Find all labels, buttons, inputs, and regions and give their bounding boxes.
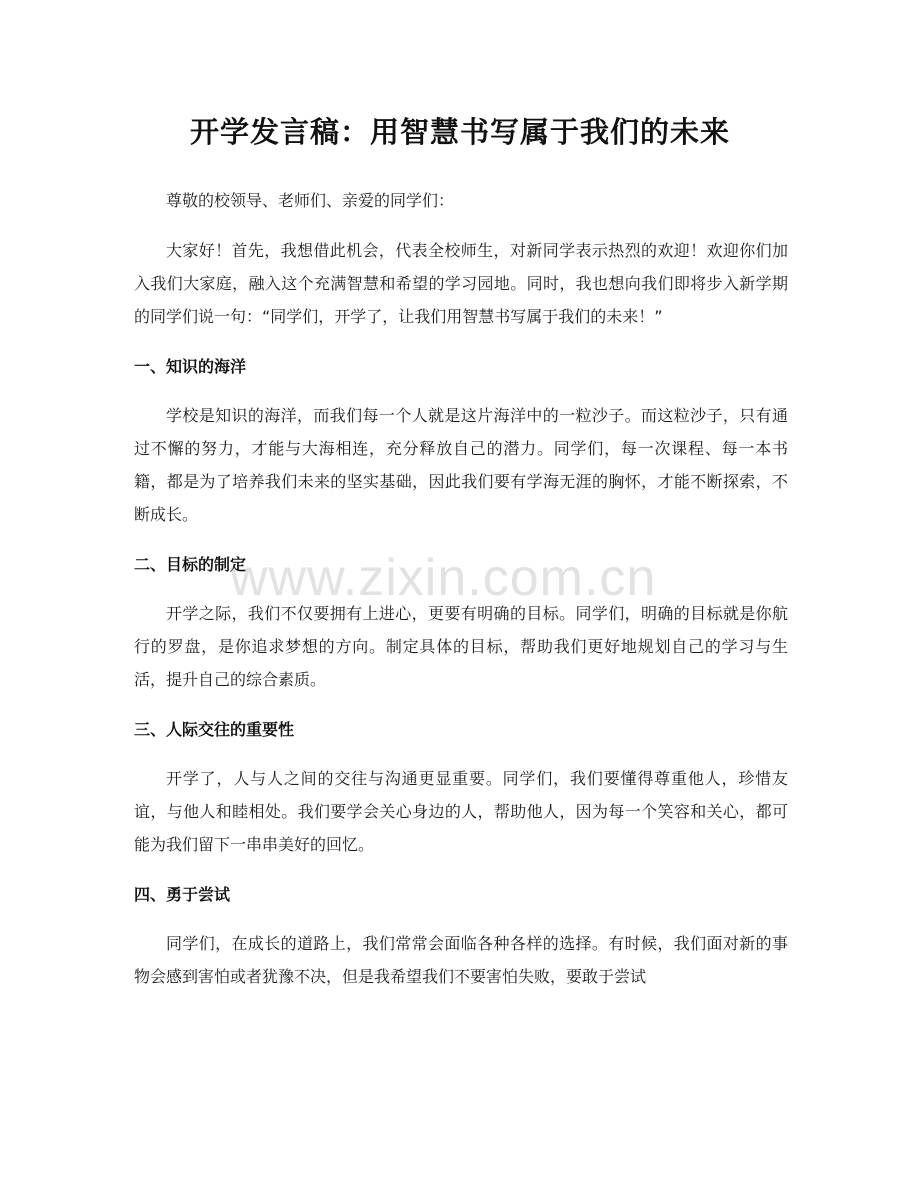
section-heading-knowledge: 一、知识的海洋 xyxy=(134,357,247,376)
document-body xyxy=(134,184,788,1010)
watermark: www.zixin.com.cn xyxy=(230,549,657,607)
section-heading-courage: 四、勇于尝试 xyxy=(134,885,231,904)
salutation: 尊敬的校领导、老师们、亲爱的同学们： xyxy=(166,191,455,210)
section-body-relationships: 开学了，人与人之间的交往与沟通更显重要。同学们，我们要懂得尊重他人，珍惜友谊，与他人和睦相处。我们要学会关心身边的人，帮助他人，因为每一个笑容和关心，都可能为我们留下一串串美好的回忆。 xyxy=(134,769,788,854)
section-body-courage: 同学们，在成长的道路上，我们常常会面临各种各样的选择。有时候，我们面对新的事物会感到害怕或者犹豫不决，但是我希望我们不要害怕失败，要敢于尝试 xyxy=(134,934,788,986)
section-body-knowledge: 学校是知识的海洋，而我们每一个人就是这片海洋中的一粒沙子。而这粒沙子，只有通过不懈的努力，才能与大海相连，充分释放自己的潜力。同学们，每一次课程、每一本书籍，都是为了培养我们未来的坚实基础，因此我们要有学海无涯的胸怀，才能不断探索，不断成长。 xyxy=(134,406,788,524)
intro-paragraph: 大家好！首先，我想借此机会，代表全校师生，对新同学表示热烈的欢迎！欢迎你们加入我们大家庭，融入这个充满智慧和希望的学习园地。同时，我也想向我们即将步入新学期的同学们说一句：“同学们，开学了，让我们用智慧书写属于我们的未来！” xyxy=(134,241,788,326)
document-title: 开学发言稿：用智慧书写属于我们的未来 xyxy=(189,115,730,149)
section-body-goals: 开学之际，我们不仅要拥有上进心，更要有明确的目标。同学们，明确的目标就是你航行的罗盘，是你追求梦想的方向。制定具体的目标，帮助我们更好地规划自己的学习与生活，提升自己的综合素质。 xyxy=(134,604,788,689)
section-heading-relationships: 三、人际交往的重要性 xyxy=(134,720,295,739)
section-heading-goals: 二、目标的制定 xyxy=(134,555,247,574)
